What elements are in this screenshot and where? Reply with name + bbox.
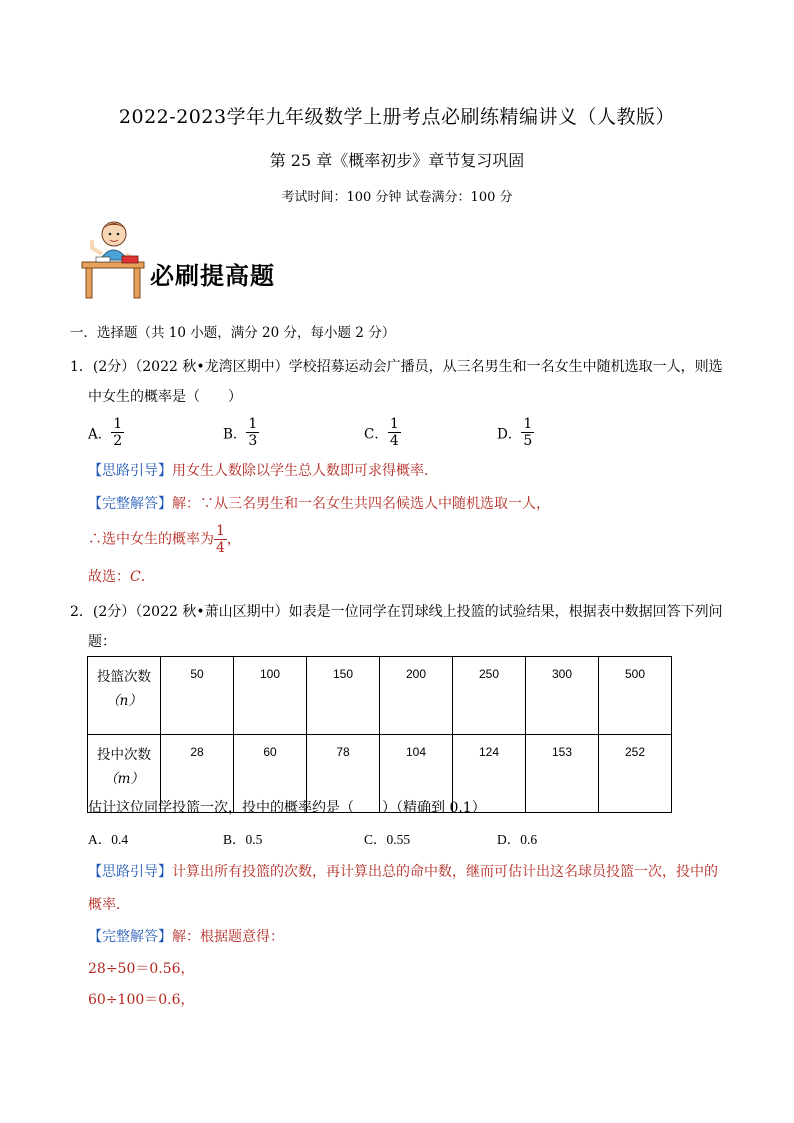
answer-text: 解：∵从三名男生和一名女生共四名候选人中随机选取一人， (172, 496, 550, 512)
chapter-title: 第 25 章《概率初步》章节复习巩固 (269, 151, 525, 170)
table-cell: 100 (234, 657, 307, 735)
q2-option-b: B．0.5 (223, 832, 263, 847)
table-cell: 252 (599, 735, 672, 813)
table-row (88, 657, 672, 735)
answer-tag: 【完整解答】 (88, 496, 172, 512)
q1-option-b (223, 416, 259, 449)
shooting-results-table (87, 656, 672, 813)
table-cell: 500 (599, 657, 672, 735)
q2-option-a: A．0.4 (88, 832, 129, 847)
therefore-text: ∴选中女生的概率为 (88, 531, 214, 548)
q2-stem-line2: 题： (88, 634, 116, 650)
q1-therefore (88, 523, 241, 556)
fraction-numerator: 1 (216, 523, 225, 539)
q2-stem-line1: 2．(2分）（2022 秋•萧山区期中）如表是一位同学在罚球线上投篮的试验结果，根据表中数据回答下列问 (70, 604, 723, 620)
answer-tag: 【完整解答】 (88, 929, 172, 945)
fraction-denominator: 3 (248, 433, 258, 449)
hint-tag: 【思路引导】 (88, 463, 172, 479)
q2-question: 估计这位同学投篮一次，投中的概率约是（ ）（精确到 0.1） (88, 800, 486, 816)
q1-option-c (364, 416, 401, 449)
table-cell: 250 (453, 657, 526, 735)
table-cell: 300 (526, 657, 599, 735)
exam-info: 考试时间：100 分钟 试卷满分：100 分 (281, 190, 513, 205)
q1-stem-line2: 中女生的概率是（ ） (88, 389, 242, 405)
q1-stem-line1: 1．(2分）（2022 秋•龙湾区期中）学校招募运动会广播员，从三名男生和一名女生中随机选取一人，则选 (70, 359, 723, 375)
q2-hint-line2: 概率． (88, 897, 130, 913)
hint-text: 计算出所有投篮的次数，再计算出总的命中数，继而可估计出这名球员投篮一次，投中的 (172, 864, 718, 880)
option-fraction (111, 416, 124, 449)
q2-calc-2: 60÷100＝0.6， (88, 992, 195, 1008)
row-header-attempts (88, 657, 161, 735)
q2-hint (88, 862, 718, 882)
therefore-end: ， (226, 531, 241, 548)
fraction-denominator: 2 (113, 433, 123, 449)
table-cell: 50 (161, 657, 234, 735)
table-cell: 104 (380, 735, 453, 813)
choice-prefix: 故选： (88, 569, 130, 585)
table-cell: 60 (234, 735, 307, 813)
q1-answer (88, 494, 550, 514)
q2-option-d: D．0.6 (497, 832, 538, 847)
fraction-numerator: 1 (389, 416, 399, 432)
fraction-denominator: 4 (389, 433, 399, 449)
fraction-numerator: 1 (523, 416, 533, 432)
banner-title: 必刷提高题 (150, 262, 275, 290)
therefore-fraction (214, 523, 227, 556)
q2-calc-1: 28÷50＝0.56， (88, 961, 195, 977)
q1-option-d (497, 416, 534, 449)
option-fraction (388, 416, 401, 449)
q1-choice (88, 567, 155, 587)
table-cell: 150 (307, 657, 380, 735)
table-cell: 200 (380, 657, 453, 735)
table-cell: 124 (453, 735, 526, 813)
table-cell: 78 (307, 735, 380, 813)
document-title: 2022-2023学年九年级数学上册考点必刷练精编讲义（人教版） (118, 106, 676, 128)
hint-tag: 【思路引导】 (88, 864, 172, 880)
hint-text: 用女生人数除以学生总人数即可求得概率． (172, 463, 438, 479)
fraction-numerator: 1 (113, 416, 123, 432)
option-label: D． (497, 426, 522, 443)
q1-hint (88, 461, 438, 481)
header-variable: （m） (104, 771, 144, 787)
choice-letter: C (130, 569, 141, 585)
fraction-numerator: 1 (248, 416, 258, 432)
q2-answer (88, 927, 284, 947)
q1-option-a (88, 416, 124, 449)
option-label: A． (88, 426, 112, 443)
header-label: 投篮次数 (97, 669, 151, 685)
option-fraction (246, 416, 259, 449)
option-fraction (521, 416, 534, 449)
section-heading: 一．选择题（共 10 小题，满分 20 分，每小题 2 分） (70, 325, 396, 341)
table-cell: 28 (161, 735, 234, 813)
q2-option-c: C．0.55 (364, 832, 411, 847)
option-label: B． (223, 426, 247, 443)
choice-end: ． (140, 569, 155, 585)
header-variable: （n） (106, 693, 142, 709)
table-cell: 153 (526, 735, 599, 813)
answer-text: 解：根据题意得： (172, 929, 284, 945)
fraction-denominator: 4 (216, 540, 225, 556)
fraction-denominator: 5 (523, 433, 533, 449)
header-label: 投中次数 (97, 747, 151, 763)
option-label: C． (364, 426, 388, 443)
